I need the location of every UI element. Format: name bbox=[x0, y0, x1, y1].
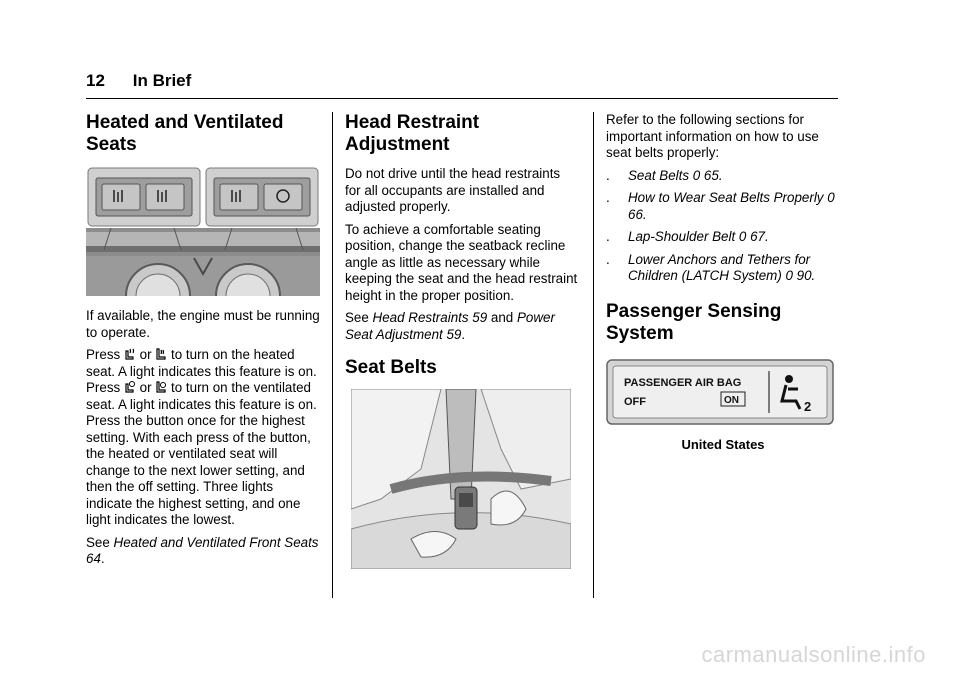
bullet-item[interactable] bbox=[606, 168, 840, 185]
see-prefix: See bbox=[86, 534, 114, 550]
ref-power-seat-adjustment[interactable]: Power Seat Adjustment bbox=[345, 310, 555, 342]
airbag-label-line1: PASSENGER AIR BAG bbox=[624, 376, 742, 389]
engine-running-note: If available, the engine must be running to operate. bbox=[86, 308, 320, 340]
see-reference-head-restraints bbox=[345, 310, 579, 343]
ref-page-64[interactable]: 64 bbox=[86, 551, 101, 566]
head-restraint-warning: Do not drive until the head restraints for all occupants are installed and adjusted properly. bbox=[345, 166, 561, 214]
ref-heated-ventilated-front-seats[interactable]: Heated and Ventilated Front Seats bbox=[113, 534, 319, 550]
bullet-item[interactable] bbox=[606, 229, 840, 246]
bullet-text: Lower Anchors and Tethers for Children (LATCH System) 0 90. bbox=[628, 251, 816, 283]
figure-caption-united-states: United States bbox=[681, 436, 765, 452]
instructions-text-1: Press bbox=[86, 347, 124, 362]
bullet-dot: . bbox=[606, 167, 610, 183]
bullet-text: Lap-Shoulder Belt 0 67. bbox=[628, 229, 769, 244]
ventilated-seat-icon bbox=[124, 380, 136, 394]
seat-belt-buckle-figure bbox=[351, 389, 571, 569]
heated-seat-instructions bbox=[86, 347, 320, 529]
column-heated-seats bbox=[86, 112, 320, 574]
bullet-dot: . bbox=[606, 190, 610, 205]
ventilated-seatback-icon bbox=[155, 380, 167, 394]
heading-seat-belts: Seat Belts bbox=[345, 357, 437, 378]
instructions-or-1: or bbox=[135, 347, 156, 362]
bullet-text: How to Wear Seat Belts Properly 0 66. bbox=[628, 190, 835, 222]
bullet-dot: . bbox=[606, 251, 610, 267]
see-reference-heated-seats bbox=[86, 535, 320, 568]
bullet-text: Seat Belts 0 65. bbox=[628, 167, 723, 183]
watermark: carmanualsonline.info bbox=[701, 642, 926, 667]
see-end-2: . bbox=[461, 326, 466, 342]
section-title: In Brief bbox=[132, 71, 192, 90]
see-prefix-2: See bbox=[345, 310, 373, 325]
seat-belt-intro: Refer to the following sections for important information on how to use seat belts properly: bbox=[606, 112, 819, 160]
column-divider-1 bbox=[332, 112, 333, 598]
airbag-label-on: ON bbox=[724, 394, 739, 406]
ref-page-59-b[interactable]: 59 bbox=[442, 326, 462, 342]
heated-seat-icon bbox=[124, 347, 136, 361]
column-passenger-sensing bbox=[606, 112, 840, 453]
page-header bbox=[86, 71, 191, 91]
header-rule bbox=[86, 98, 838, 99]
bullet-dot: . bbox=[606, 229, 610, 244]
heading-passenger-sensing: Passenger Sensing System bbox=[606, 300, 782, 344]
seating-position-text: To achieve a comfortable seating position, change the seatback recline angle as little as necessary while keeping the seat and the head restraint height in the proper position. bbox=[345, 221, 578, 303]
heated-seatback-icon bbox=[155, 347, 167, 361]
heated-seat-controls-figure bbox=[86, 166, 320, 296]
and-text: and bbox=[487, 310, 517, 325]
heading-heated-seats: Heated and Ventilated Seats bbox=[86, 112, 284, 155]
heading-head-restraint: Head Restraint Adjustment bbox=[345, 112, 480, 155]
instructions-text-3: to turn on the ventilated seat. A light indicates this feature is on. Press the button once for the highest setting. With each press of the button, the heated or ventilated seat will change to the next lower setting, and then the off setting. Three lights indicate the highest setting, and one light indicates the lowest. bbox=[86, 380, 317, 527]
column-divider-2 bbox=[593, 112, 594, 598]
column-head-restraint bbox=[345, 112, 579, 581]
bullet-item[interactable] bbox=[606, 190, 840, 223]
page-number: 12 bbox=[86, 71, 105, 90]
airbag-label-two: 2 bbox=[804, 398, 812, 414]
bullet-item[interactable] bbox=[606, 252, 840, 285]
see-end: . bbox=[100, 551, 105, 566]
ref-head-restraints[interactable]: Head Restraints bbox=[372, 310, 469, 325]
ref-page-59-a[interactable]: 59 bbox=[468, 310, 488, 325]
instructions-or-2: or bbox=[135, 380, 156, 395]
instructions-text-2: to turn on the heated seat. A light indicates this feature is on. Press bbox=[86, 347, 317, 395]
airbag-label-off: OFF bbox=[624, 395, 646, 408]
passenger-airbag-indicator-figure bbox=[606, 359, 834, 425]
